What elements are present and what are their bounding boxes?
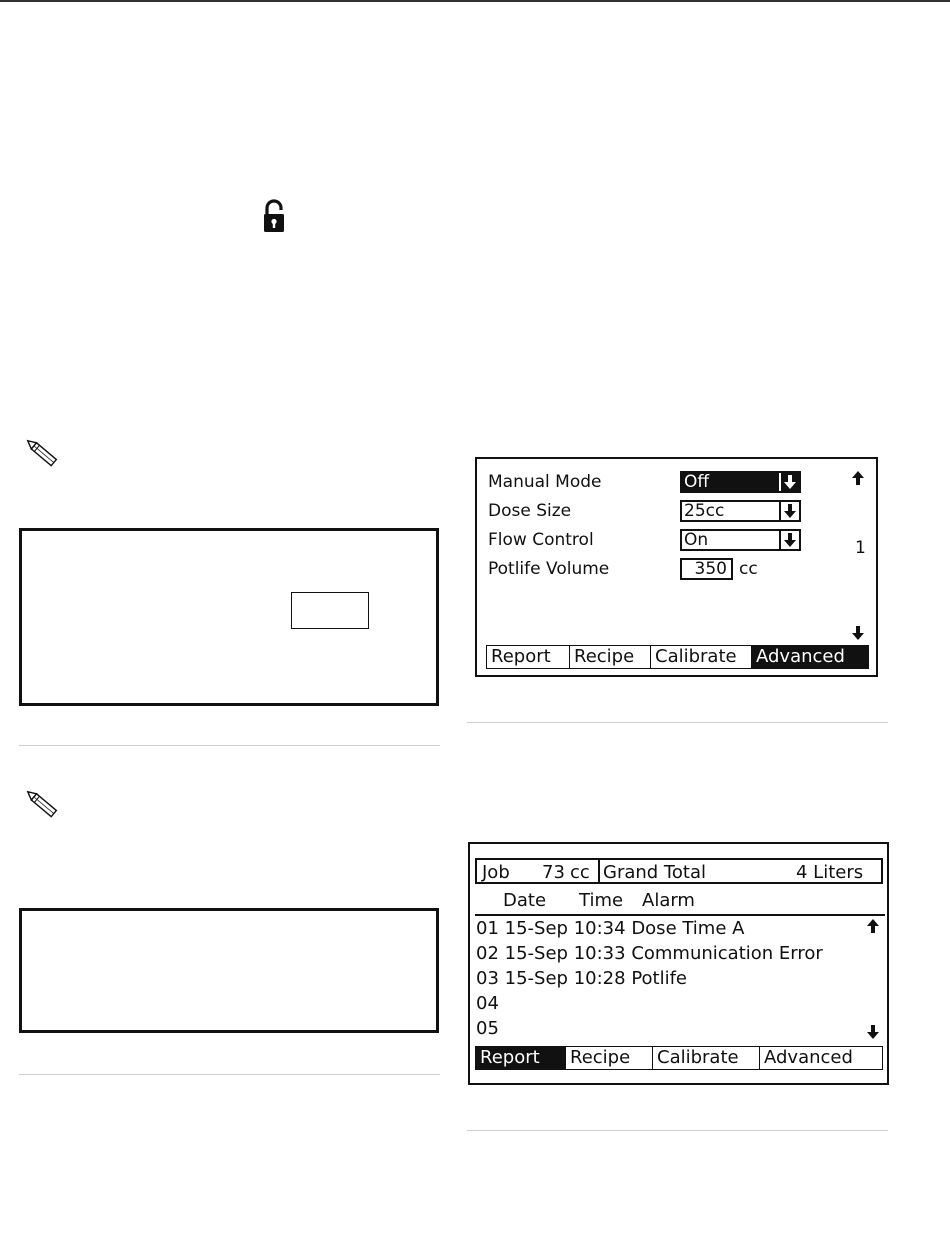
dropdown-value: Off (684, 472, 710, 492)
left-frame-2 (19, 908, 439, 1033)
entry-number: 05 (476, 1018, 499, 1039)
tab-bar (475, 1046, 883, 1070)
pencil-note-icon (20, 433, 60, 469)
list-item (476, 945, 823, 963)
tab-report[interactable]: Report (475, 1046, 565, 1070)
arrow-down-icon (779, 473, 799, 491)
scroll-down-arrow-icon[interactable] (864, 1023, 882, 1041)
tab-recipe[interactable]: Recipe (565, 1046, 652, 1070)
entry-time: 10:28 (573, 968, 626, 989)
pencil-note-icon (20, 784, 60, 820)
entry-date: 15-Sep (504, 968, 568, 989)
column-header-alarm: Alarm (642, 890, 695, 911)
left-frame-1 (19, 528, 439, 706)
potlife-unit: cc (739, 559, 758, 579)
tab-recipe[interactable]: Recipe (569, 645, 650, 669)
report-screen (468, 842, 889, 1085)
column-header-date: Date (503, 890, 547, 911)
unlocked-padlock-icon (259, 199, 289, 235)
tab-advanced[interactable]: Advanced (751, 645, 869, 669)
entry-time: 10:33 (573, 943, 626, 964)
tab-bar (486, 645, 869, 669)
entry-number: 04 (476, 993, 499, 1014)
potlife-volume-input[interactable]: 350 (680, 558, 733, 580)
header-divider (598, 860, 600, 882)
entry-alarm: Dose Time A (631, 918, 745, 939)
column-header-time: Time (579, 890, 624, 911)
entry-number: 03 (476, 968, 499, 989)
tab-calibrate[interactable]: Calibrate (650, 645, 751, 669)
divider-rule (467, 722, 888, 723)
grand-total-label: Grand Total (603, 862, 706, 883)
entry-date: 15-Sep (504, 918, 568, 939)
setting-label: Flow Control (488, 530, 594, 550)
flow-control-dropdown[interactable] (680, 529, 801, 551)
page-number: 1 (855, 538, 866, 558)
job-unit: cc (570, 862, 590, 883)
job-value: 73 (542, 862, 565, 883)
scroll-up-arrow-icon[interactable] (864, 917, 882, 935)
entry-time: 10:34 (573, 918, 626, 939)
setting-label: Manual Mode (488, 472, 602, 492)
header-underline (475, 914, 885, 916)
blank-field-box (291, 592, 369, 629)
list-item (476, 920, 744, 938)
tab-advanced[interactable]: Advanced (759, 1046, 883, 1070)
grand-total-value: 4 Liters (796, 862, 864, 883)
manual-mode-dropdown[interactable] (680, 471, 801, 493)
tab-calibrate[interactable]: Calibrate (652, 1046, 759, 1070)
entry-alarm: Communication Error (631, 943, 823, 964)
list-item (476, 995, 499, 1013)
tab-report[interactable]: Report (486, 645, 569, 669)
arrow-down-icon (779, 531, 799, 549)
entry-date: 15-Sep (504, 943, 568, 964)
dropdown-value: 25cc (684, 501, 725, 521)
entry-number: 02 (476, 943, 499, 964)
dose-size-dropdown[interactable] (680, 500, 801, 522)
list-item (476, 1020, 499, 1038)
advanced-settings-screen (475, 457, 878, 677)
entry-alarm: Potlife (631, 968, 688, 989)
setting-label: Dose Size (488, 501, 572, 521)
dropdown-value: On (684, 530, 709, 550)
setting-label: Potlife Volume (488, 559, 610, 579)
entry-number: 01 (476, 918, 499, 939)
list-item (476, 970, 687, 988)
divider-rule (19, 1074, 440, 1075)
job-label: Job (482, 862, 510, 883)
arrow-down-icon (779, 502, 799, 520)
scroll-up-arrow-icon[interactable] (849, 469, 867, 487)
page-top-rule (0, 0, 950, 2)
divider-rule (19, 745, 440, 746)
divider-rule (467, 1130, 888, 1131)
scroll-down-arrow-icon[interactable] (849, 624, 867, 642)
